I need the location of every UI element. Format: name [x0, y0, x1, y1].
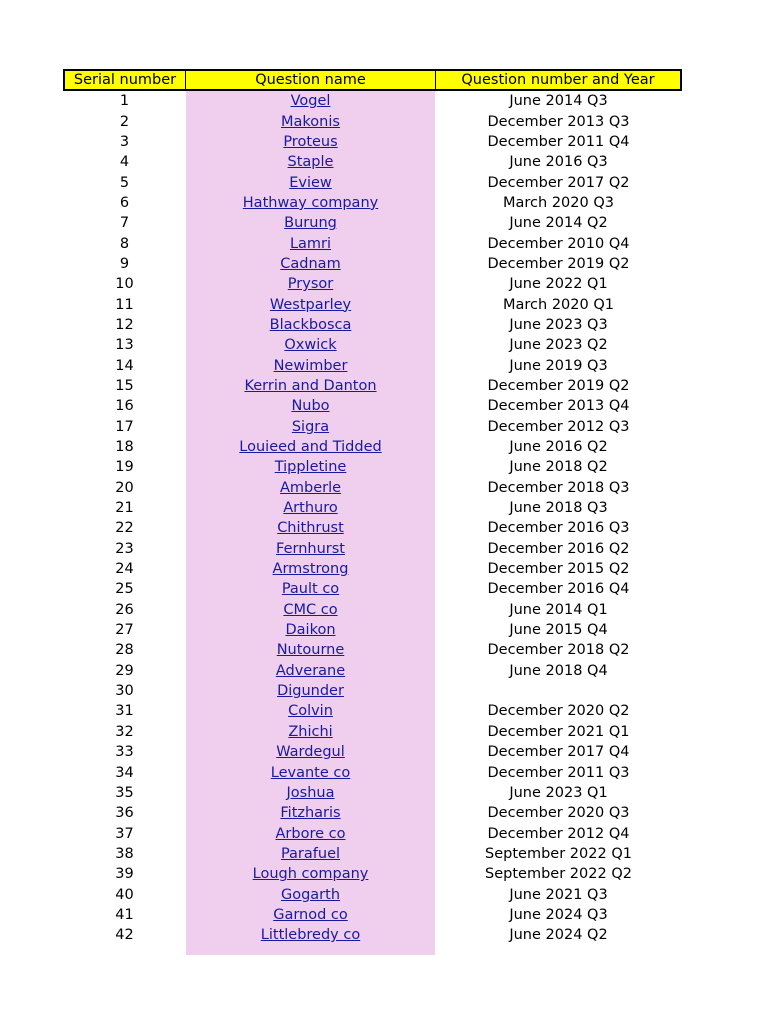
serial-number-cell: 1 — [119, 93, 130, 110]
serial-number-cell: 41 — [115, 906, 134, 923]
serial-number-cell: 7 — [119, 215, 130, 232]
question-name-cell — [186, 864, 435, 884]
serial-number-cell: 27 — [115, 622, 134, 639]
table-row — [63, 579, 682, 599]
question-number-year-cell: December 2012 Q3 — [487, 418, 630, 435]
table-row — [63, 762, 682, 782]
question-name-link[interactable]: Fernhurst — [276, 540, 345, 557]
table-body — [63, 91, 682, 945]
question-name-link[interactable]: Daikon — [285, 622, 336, 639]
serial-number-cell: 33 — [115, 744, 134, 761]
question-number-year-cell: June 2014 Q1 — [509, 601, 608, 618]
question-name-link[interactable]: Joshua — [286, 784, 335, 801]
question-number-year-cell: September 2022 Q1 — [485, 845, 632, 862]
serial-number-cell: 32 — [115, 723, 134, 740]
table-row — [63, 844, 682, 864]
serial-number-cell: 24 — [115, 561, 134, 578]
question-number-year-cell: December 2019 Q2 — [487, 255, 630, 272]
question-number-year-cell: December 2012 Q4 — [487, 825, 630, 842]
question-name-cell — [186, 884, 435, 904]
serial-number-cell: 42 — [115, 927, 134, 944]
table-row — [63, 783, 682, 803]
table-row — [63, 437, 682, 457]
serial-number-cell: 40 — [115, 886, 134, 903]
question-number-year-cell: June 2018 Q3 — [509, 500, 608, 517]
question-name-link[interactable]: Nubo — [291, 398, 330, 415]
question-name-link[interactable]: Gogarth — [280, 886, 341, 903]
question-name-link[interactable]: Colvin — [288, 703, 333, 720]
question-number-year-cell: June 2019 Q3 — [509, 357, 608, 374]
question-name-cell — [186, 722, 435, 742]
serial-number-cell: 10 — [115, 276, 134, 293]
serial-number-cell: 37 — [115, 825, 134, 842]
question-number-year-cell: June 2024 Q3 — [509, 906, 608, 923]
question-number-year-cell: December 2011 Q3 — [487, 764, 630, 781]
table-row — [63, 640, 682, 660]
serial-number-cell: 14 — [115, 357, 134, 374]
spreadsheet-table — [63, 69, 682, 955]
serial-number-cell: 39 — [115, 866, 134, 883]
question-name-cell — [186, 457, 435, 477]
table-row — [63, 478, 682, 498]
table-row — [63, 600, 682, 620]
question-name-cell — [186, 132, 435, 152]
serial-number-cell: 26 — [115, 601, 134, 618]
header-serial-number: Serial number — [65, 71, 186, 89]
question-name-cell — [186, 396, 435, 416]
question-number-year-cell: March 2020 Q1 — [503, 296, 614, 313]
question-name-cell — [186, 233, 435, 253]
serial-number-cell: 8 — [119, 235, 130, 252]
question-name-cell — [186, 478, 435, 498]
serial-number-cell: 11 — [115, 296, 134, 313]
question-number-year-cell: December 2010 Q4 — [487, 235, 630, 252]
serial-number-cell: 29 — [115, 662, 134, 679]
question-number-year-cell: December 2011 Q4 — [487, 133, 630, 150]
header-question-name: Question name — [186, 71, 436, 89]
serial-number-cell: 31 — [115, 703, 134, 720]
question-name-link[interactable]: Zhichi — [288, 723, 333, 740]
table-row — [63, 884, 682, 904]
table-row — [63, 396, 682, 416]
serial-number-cell: 3 — [119, 133, 130, 150]
serial-number-cell: 12 — [115, 316, 134, 333]
question-name-cell — [186, 742, 435, 762]
question-name-cell — [186, 254, 435, 274]
table-row — [63, 823, 682, 843]
question-name-cell — [186, 294, 435, 314]
question-name-link[interactable]: Kerrin and Danton — [244, 377, 377, 394]
serial-number-cell: 20 — [115, 479, 134, 496]
table-row — [63, 559, 682, 579]
question-name-cell — [186, 640, 435, 660]
question-name-cell — [186, 437, 435, 457]
question-number-year-cell: June 2022 Q1 — [509, 276, 608, 293]
table-row — [63, 193, 682, 213]
name-column-padding — [186, 945, 435, 955]
serial-number-cell: 5 — [119, 174, 130, 191]
question-number-year-cell: June 2015 Q4 — [509, 622, 608, 639]
serial-number-cell: 2 — [119, 113, 130, 130]
question-name-link[interactable]: Lough company — [252, 866, 369, 883]
question-number-year-cell: December 2016 Q4 — [487, 581, 630, 598]
table-row — [63, 132, 682, 152]
question-name-cell — [186, 803, 435, 823]
question-name-link[interactable]: Burung — [284, 215, 337, 232]
question-name-cell — [186, 193, 435, 213]
question-number-year-cell: December 2015 Q2 — [487, 561, 630, 578]
question-number-year-cell: September 2022 Q2 — [485, 866, 632, 883]
table-row — [63, 722, 682, 742]
question-name-cell — [186, 925, 435, 945]
table-row — [63, 620, 682, 640]
question-number-year-cell: December 2017 Q2 — [487, 174, 630, 191]
table-row — [63, 518, 682, 538]
serial-number-cell: 16 — [115, 398, 134, 415]
question-name-link[interactable]: Arbore co — [275, 825, 346, 842]
question-name-link[interactable]: Newimber — [273, 357, 348, 374]
table-row — [63, 91, 682, 111]
question-name-link[interactable]: Louieed and Tidded — [239, 439, 382, 456]
serial-number-cell: 36 — [115, 805, 134, 822]
question-name-cell — [186, 417, 435, 437]
question-name-link[interactable]: Littlebredy co — [260, 927, 361, 944]
question-name-cell — [186, 539, 435, 559]
question-number-year-cell: December 2020 Q2 — [487, 703, 630, 720]
question-name-link[interactable]: Levante co — [270, 764, 351, 781]
serial-number-cell: 6 — [119, 194, 130, 211]
question-name-link[interactable]: Chithrust — [277, 520, 344, 537]
question-name-cell — [186, 600, 435, 620]
question-number-year-cell: December 2013 Q4 — [487, 398, 630, 415]
serial-number-cell: 9 — [119, 255, 130, 272]
table-row — [63, 417, 682, 437]
question-name-link[interactable]: Armstrong — [272, 561, 349, 578]
table-row — [63, 213, 682, 233]
table-row — [63, 172, 682, 192]
question-number-year-cell: June 2016 Q3 — [509, 154, 608, 171]
table-row — [63, 457, 682, 477]
table-row — [63, 539, 682, 559]
header-question-number-year: Question number and Year — [461, 72, 655, 88]
question-name-cell — [186, 274, 435, 294]
question-name-cell — [186, 152, 435, 172]
question-name-cell — [186, 579, 435, 599]
table-row — [63, 152, 682, 172]
serial-number-cell: 38 — [115, 845, 134, 862]
table-row — [63, 864, 682, 884]
serial-number-cell: 22 — [115, 520, 134, 537]
question-number-year-cell: December 2021 Q1 — [487, 723, 630, 740]
question-name-cell — [186, 620, 435, 640]
question-name-link[interactable]: Tippletine — [274, 459, 347, 476]
question-name-link[interactable]: Sigra — [291, 418, 330, 435]
question-name-link[interactable]: Eview — [289, 174, 332, 191]
question-number-year-cell: June 2023 Q2 — [509, 337, 608, 354]
question-name-link[interactable]: Hathway company — [242, 194, 379, 211]
serial-number-cell: 25 — [115, 581, 134, 598]
serial-number-cell: 18 — [115, 439, 134, 456]
table-row — [63, 294, 682, 314]
table-row — [63, 355, 682, 375]
question-name-link[interactable]: Staple — [287, 154, 334, 171]
table-row — [63, 701, 682, 721]
table-row — [63, 681, 682, 701]
question-name-cell — [186, 701, 435, 721]
question-name-cell — [186, 335, 435, 355]
question-name-link[interactable]: Blackbosca — [269, 316, 352, 333]
question-name-link[interactable]: CMC co — [283, 601, 338, 618]
question-name-link[interactable]: Cadnam — [280, 255, 341, 272]
question-number-year-cell: December 2018 Q2 — [487, 642, 630, 659]
question-name-cell — [186, 823, 435, 843]
question-name-link[interactable]: Lamri — [289, 235, 332, 252]
table-row — [63, 498, 682, 518]
serial-number-cell: 17 — [115, 418, 134, 435]
question-name-link[interactable]: Nutourne — [276, 642, 345, 659]
question-name-link[interactable]: Parafuel — [280, 845, 341, 862]
question-name-cell — [186, 111, 435, 131]
table-row — [63, 233, 682, 253]
question-name-link[interactable]: Arthuro — [283, 500, 338, 517]
question-name-link[interactable]: Wardegul — [276, 744, 345, 761]
table-row — [63, 254, 682, 274]
question-number-year-cell — [435, 681, 682, 701]
question-number-year-cell: December 2020 Q3 — [487, 805, 630, 822]
table-row — [63, 111, 682, 131]
question-name-cell — [186, 355, 435, 375]
table-row — [63, 315, 682, 335]
question-number-year-cell: June 2018 Q4 — [509, 662, 608, 679]
serial-number-cell: 4 — [119, 154, 130, 171]
question-name-cell — [186, 518, 435, 538]
question-number-year-cell: June 2023 Q1 — [509, 784, 608, 801]
question-name-link[interactable]: Fitzharis — [280, 805, 341, 822]
question-number-year-cell: June 2014 Q3 — [509, 93, 608, 110]
question-number-year-cell: December 2019 Q2 — [487, 377, 630, 394]
table-row — [63, 803, 682, 823]
question-number-year-cell: June 2018 Q2 — [509, 459, 608, 476]
table-row — [63, 376, 682, 396]
question-name-cell — [186, 213, 435, 233]
question-name-cell — [186, 559, 435, 579]
table-row — [63, 274, 682, 294]
serial-number-cell: 19 — [115, 459, 134, 476]
question-number-year-cell: March 2020 Q3 — [503, 194, 614, 211]
question-name-link[interactable]: Prysor — [287, 276, 334, 293]
table-header-row — [63, 69, 682, 91]
question-number-year-cell: June 2021 Q3 — [509, 886, 608, 903]
question-name-cell — [186, 762, 435, 782]
question-name-cell — [186, 315, 435, 335]
serial-number-cell: 15 — [115, 377, 134, 394]
serial-number-cell: 34 — [115, 764, 134, 781]
question-number-year-cell: December 2018 Q3 — [487, 479, 630, 496]
question-name-link[interactable]: Pault co — [281, 581, 340, 598]
serial-number-cell: 35 — [115, 784, 134, 801]
question-name-link[interactable]: Amberle — [279, 479, 342, 496]
question-name-link[interactable]: Vogel — [290, 93, 331, 110]
table-row — [63, 925, 682, 945]
table-row — [63, 905, 682, 925]
question-number-year-cell: June 2014 Q2 — [509, 215, 608, 232]
question-name-link[interactable]: Oxwick — [284, 337, 337, 354]
question-name-cell — [186, 905, 435, 925]
question-name-cell — [186, 498, 435, 518]
question-number-year-cell: December 2016 Q2 — [487, 540, 630, 557]
serial-number-cell: 30 — [115, 683, 134, 700]
question-number-year-cell: December 2016 Q3 — [487, 520, 630, 537]
question-name-cell — [186, 681, 435, 701]
serial-number-cell: 23 — [115, 540, 134, 557]
question-name-cell — [186, 661, 435, 681]
question-name-cell — [186, 783, 435, 803]
question-number-year-cell: December 2017 Q4 — [487, 744, 630, 761]
question-name-cell — [186, 172, 435, 192]
table-row — [63, 335, 682, 355]
question-number-year-cell: June 2024 Q2 — [509, 927, 608, 944]
question-number-year-cell: June 2023 Q3 — [509, 316, 608, 333]
serial-number-cell: 28 — [115, 642, 134, 659]
serial-number-cell: 21 — [115, 500, 134, 517]
table-row — [63, 661, 682, 681]
question-name-link[interactable]: Digunder — [277, 683, 344, 700]
question-name-link[interactable]: Makonis — [281, 113, 340, 130]
question-name-link[interactable]: Adverane — [275, 662, 346, 679]
question-name-link[interactable]: Westparley — [269, 296, 352, 313]
table-row — [63, 742, 682, 762]
question-name-link[interactable]: Garnod co — [273, 906, 348, 923]
serial-number-cell: 13 — [115, 337, 134, 354]
question-name-cell — [186, 844, 435, 864]
question-name-cell — [186, 91, 435, 111]
question-name-cell — [186, 376, 435, 396]
question-number-year-cell: December 2013 Q3 — [487, 113, 630, 130]
question-number-year-cell: June 2016 Q2 — [509, 439, 608, 456]
question-name-link[interactable]: Proteus — [283, 133, 338, 150]
